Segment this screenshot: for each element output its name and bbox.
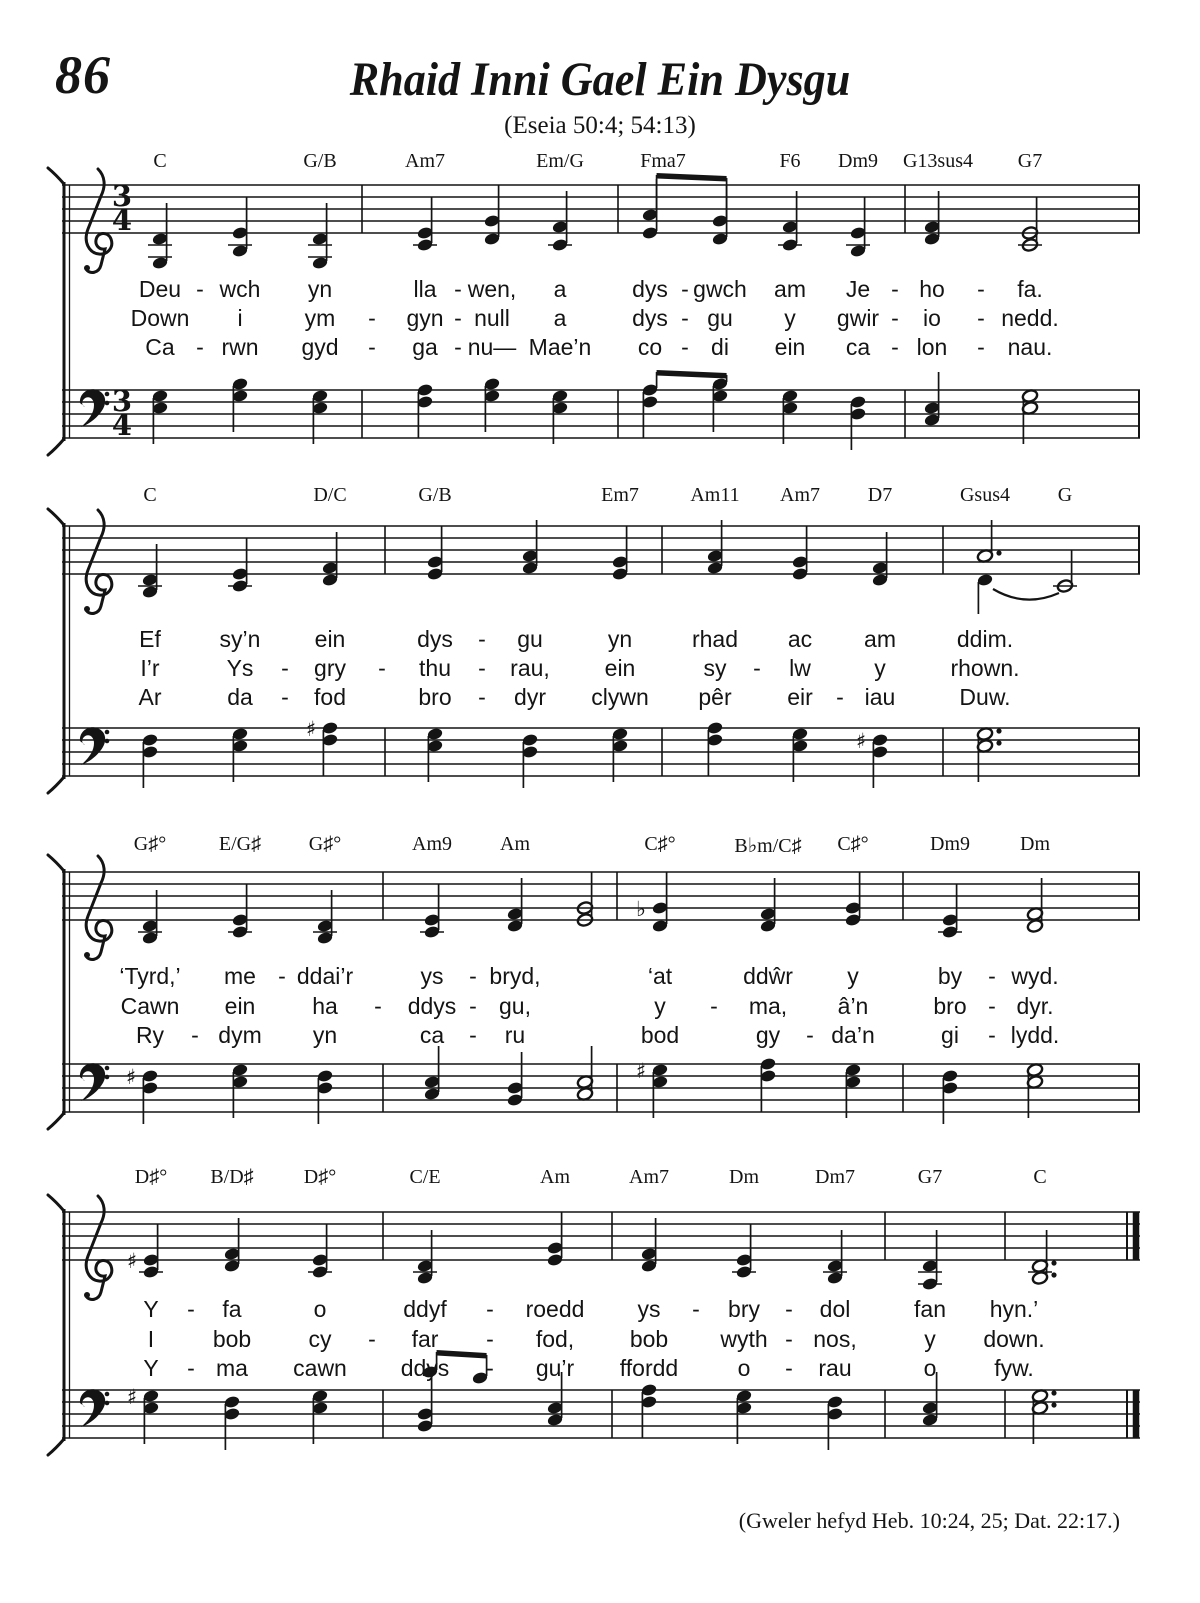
lyric-syllable: Duw. xyxy=(959,684,1011,710)
lyric-syllable: ein xyxy=(774,334,806,360)
lyric-hyphen: - xyxy=(378,655,386,681)
lyric-syllable: rhad xyxy=(691,626,739,652)
lyric-syllable: gu xyxy=(517,626,543,652)
lyric-syllable: gwir xyxy=(836,305,880,331)
chord-label: Em7 xyxy=(601,484,639,506)
chord-label: Am7 xyxy=(780,484,820,506)
lyric-syllable: Cawn xyxy=(120,993,180,1019)
lyric-hyphen: - xyxy=(368,334,376,360)
lyric-syllable: cawn xyxy=(293,1355,347,1381)
lyric-syllable: hyn.’ xyxy=(989,1296,1039,1322)
lyric-syllable: Ar xyxy=(138,684,162,710)
lyric-hyphen: - xyxy=(753,655,761,681)
chord-label: G7 xyxy=(1017,150,1043,172)
lyric-syllable: bob xyxy=(629,1326,669,1352)
svg-text:3: 3 xyxy=(111,384,133,418)
lyric-syllable: o xyxy=(923,1355,937,1381)
chord-label: Am9 xyxy=(412,833,452,855)
lyric-syllable: Ry xyxy=(135,1022,165,1048)
lyric-syllable: sy xyxy=(703,655,727,681)
chord-label: C xyxy=(1033,1166,1047,1188)
chord-label: C xyxy=(153,150,167,172)
lyric-syllable: wyth xyxy=(720,1326,768,1352)
lyric-syllable: gry xyxy=(314,655,346,681)
lyric-syllable: io xyxy=(923,305,941,331)
lyric-hyphen: - xyxy=(478,655,486,681)
lyric-syllable: ca xyxy=(419,1022,445,1048)
lyric-syllable: rhown. xyxy=(950,655,1020,681)
svg-text:♯: ♯ xyxy=(126,1065,137,1089)
lyric-hyphen: - xyxy=(191,1022,199,1048)
lyric-syllable: gi xyxy=(941,1022,959,1048)
lyric-syllable: thu xyxy=(419,655,451,681)
song-title: Rhaid Inni Gael Ein Dysgu xyxy=(349,53,851,106)
lyric-syllable: bob xyxy=(212,1326,252,1352)
lyric-syllable: di xyxy=(711,334,729,360)
lyric-hyphen: - xyxy=(785,1296,793,1322)
lyric-hyphen: - xyxy=(454,334,462,360)
lyric-hyphen: - xyxy=(988,1022,996,1048)
lyric-hyphen: - xyxy=(187,1355,195,1381)
lyric-syllable: Y xyxy=(143,1296,159,1322)
lyric-syllable: Ys xyxy=(226,655,254,681)
lyric-syllable: dys xyxy=(632,305,668,331)
svg-text:♯: ♯ xyxy=(127,1249,138,1273)
lyric-syllable: Ef xyxy=(139,626,161,652)
lyric-hyphen: - xyxy=(891,276,899,302)
lyric-hyphen: - xyxy=(785,1326,793,1352)
lyric-syllable: ddim. xyxy=(956,626,1014,652)
lyric-hyphen: - xyxy=(469,993,477,1019)
lyric-hyphen: - xyxy=(891,334,899,360)
lyric-syllable: ma, xyxy=(748,993,788,1019)
lyric-syllable: ys xyxy=(420,963,444,989)
lyric-syllable: ein xyxy=(604,655,636,681)
lyric-hyphen: - xyxy=(478,626,486,652)
chord-label: C♯° xyxy=(644,833,676,855)
lyric-hyphen: - xyxy=(988,963,996,989)
lyric-syllable: ga xyxy=(412,334,438,360)
lyric-hyphen: - xyxy=(278,963,286,989)
lyric-syllable: gy xyxy=(755,1022,781,1048)
lyric-syllable: bro xyxy=(933,993,967,1019)
lyric-hyphen: - xyxy=(836,684,844,710)
lyric-syllable: rau xyxy=(818,1355,852,1381)
lyric-syllable: am xyxy=(864,626,896,652)
lyric-syllable: Je xyxy=(845,276,871,302)
chord-label: Dm7 xyxy=(815,1166,855,1188)
chord-label: B/D♯ xyxy=(210,1166,254,1188)
lyric-syllable: Y xyxy=(143,1355,159,1381)
lyric-syllable: dol xyxy=(819,1296,851,1322)
lyric-syllable: Ca xyxy=(145,334,175,360)
lyric-syllable: ru xyxy=(504,1022,526,1048)
lyric-syllable: y xyxy=(784,305,796,331)
lyric-hyphen: - xyxy=(710,993,718,1019)
chord-label: Dm9 xyxy=(838,150,878,172)
chord-label: C xyxy=(143,484,157,506)
lyric-syllable: y xyxy=(654,993,666,1019)
chord-label: Dm xyxy=(1020,833,1050,855)
lyric-hyphen: - xyxy=(785,1355,793,1381)
lyric-syllable: yn xyxy=(607,626,633,652)
lyric-syllable: â’n xyxy=(837,993,869,1019)
lyric-syllable: dym xyxy=(218,1022,262,1048)
lyric-syllable: ddŵr xyxy=(743,963,793,989)
lyric-hyphen: - xyxy=(368,1326,376,1352)
lyric-syllable: ddys xyxy=(407,993,457,1019)
lyric-syllable: dyr xyxy=(514,684,546,710)
lyric-syllable: I xyxy=(147,1326,155,1352)
lyric-syllable: wyd. xyxy=(1011,963,1059,989)
chord-label: D/C xyxy=(313,484,347,506)
lyric-syllable: gyd xyxy=(301,334,339,360)
lyric-syllable: ym xyxy=(304,305,336,331)
lyric-hyphen: - xyxy=(478,684,486,710)
lyric-hyphen: - xyxy=(977,334,985,360)
lyric-syllable: ys xyxy=(637,1296,661,1322)
lyric-syllable: ‘at xyxy=(647,963,673,989)
lyric-syllable: pêr xyxy=(698,684,732,710)
chord-label: E/G♯ xyxy=(218,833,262,855)
lyric-syllable: gyn xyxy=(406,305,444,331)
lyric-syllable: I’r xyxy=(140,655,160,681)
lyric-syllable: co xyxy=(637,334,663,360)
lyric-syllable: gu xyxy=(707,305,733,331)
lyric-hyphen: - xyxy=(681,305,689,331)
lyric-syllable: clywn xyxy=(591,684,649,710)
lyric-syllable: ein xyxy=(314,626,346,652)
lyric-syllable: bry xyxy=(728,1296,760,1322)
lyric-syllable: ha xyxy=(312,993,338,1019)
lyric-syllable: bro xyxy=(418,684,452,710)
lyric-syllable: ddai’r xyxy=(296,963,354,989)
lyric-syllable: o xyxy=(737,1355,751,1381)
lyric-hyphen: - xyxy=(486,1355,494,1381)
chord-label: B♭m/C♯ xyxy=(734,835,802,857)
lyric-syllable: nu— xyxy=(467,334,517,360)
lyric-hyphen: - xyxy=(486,1296,494,1322)
lyric-syllable: iau xyxy=(864,684,896,710)
chord-label: G7 xyxy=(917,1166,943,1188)
lyric-hyphen: - xyxy=(281,655,289,681)
lyric-syllable: ma xyxy=(216,1355,248,1381)
lyric-syllable: yn xyxy=(307,276,333,302)
lyric-syllable: lla xyxy=(413,276,437,302)
lyric-hyphen: - xyxy=(988,993,996,1019)
lyric-syllable: da xyxy=(227,684,253,710)
lyric-hyphen: - xyxy=(368,305,376,331)
lyric-syllable: sy’n xyxy=(219,626,261,652)
lyric-syllable: wen, xyxy=(467,276,517,302)
lyric-syllable: gu, xyxy=(499,993,531,1019)
lyric-syllable: gu’r xyxy=(535,1355,575,1381)
svg-text:♭: ♭ xyxy=(636,897,646,921)
lyric-syllable: a xyxy=(553,276,567,302)
lyric-syllable: gwch xyxy=(693,276,747,302)
lyric-syllable: y xyxy=(874,655,886,681)
lyric-syllable: ‘Tyrd,’ xyxy=(119,963,181,989)
chord-label: Am7 xyxy=(405,150,445,172)
chord-label: D♯° xyxy=(303,1166,337,1188)
lyric-syllable: fod, xyxy=(535,1326,575,1352)
lyric-syllable: ddys xyxy=(400,1355,450,1381)
chord-label: Am11 xyxy=(690,484,740,506)
svg-text:♯: ♯ xyxy=(306,717,317,741)
lyric-syllable: yn xyxy=(312,1022,338,1048)
lyric-hyphen: - xyxy=(977,276,985,302)
chord-label: G♯° xyxy=(133,833,167,855)
lyric-syllable: rwn xyxy=(221,334,259,360)
lyric-syllable: far xyxy=(411,1326,439,1352)
lyric-syllable: bryd, xyxy=(489,963,541,989)
lyric-syllable: Down xyxy=(130,305,190,331)
lyric-syllable: roedd xyxy=(525,1296,585,1322)
chord-label: G♯° xyxy=(308,833,342,855)
lyric-hyphen: - xyxy=(486,1326,494,1352)
lyric-syllable: dys xyxy=(632,276,668,302)
lyric-syllable: fan xyxy=(914,1296,946,1322)
footnote-reference: (Gweler hefyd Heb. 10:24, 25; Dat. 22:17.) xyxy=(738,1508,1120,1533)
lyric-syllable: bod xyxy=(640,1022,680,1048)
lyric-syllable: fyw. xyxy=(994,1355,1034,1381)
lyric-syllable: fa xyxy=(222,1296,242,1322)
lyric-syllable: y xyxy=(847,963,859,989)
lyric-syllable: fa. xyxy=(1017,276,1043,302)
lyric-syllable: lw xyxy=(789,655,811,681)
lyric-hyphen: - xyxy=(281,684,289,710)
chord-label: G/B xyxy=(303,150,337,172)
svg-text:♯: ♯ xyxy=(636,1059,647,1083)
lyric-hyphen: - xyxy=(977,305,985,331)
lyric-hyphen: - xyxy=(187,1296,195,1322)
svg-text:♯: ♯ xyxy=(856,729,867,753)
lyric-syllable: rau, xyxy=(510,655,550,681)
lyric-syllable: nau. xyxy=(1007,334,1053,360)
lyric-syllable: by xyxy=(937,963,963,989)
chord-label: Gsus4 xyxy=(959,484,1011,506)
lyric-syllable: ein xyxy=(224,993,256,1019)
lyric-hyphen: - xyxy=(806,1022,814,1048)
svg-text:3: 3 xyxy=(111,179,133,213)
chord-label: Dm xyxy=(729,1166,759,1188)
lyric-syllable: lon xyxy=(916,334,948,360)
chord-label: Am xyxy=(500,833,530,855)
lyric-syllable: dyr. xyxy=(1016,993,1054,1019)
lyric-hyphen: - xyxy=(469,963,477,989)
chord-label: D♯° xyxy=(134,1166,168,1188)
svg-text:4: 4 xyxy=(111,408,133,442)
lyric-syllable: o xyxy=(313,1296,327,1322)
lyric-syllable: Deu xyxy=(138,276,182,302)
lyric-hyphen: - xyxy=(196,276,204,302)
lyric-hyphen: - xyxy=(454,276,462,302)
lyric-syllable: ho xyxy=(919,276,945,302)
chord-label: G13sus4 xyxy=(902,150,974,172)
lyric-hyphen: - xyxy=(196,334,204,360)
lyric-hyphen: - xyxy=(692,1296,700,1322)
chord-label: Dm9 xyxy=(930,833,970,855)
lyric-syllable: ddyf xyxy=(403,1296,447,1322)
song-number: 86 xyxy=(55,45,111,105)
chord-label: Am7 xyxy=(629,1166,669,1188)
lyric-hyphen: - xyxy=(681,276,689,302)
lyric-hyphen: - xyxy=(891,305,899,331)
lyric-hyphen: - xyxy=(454,305,462,331)
lyric-syllable: am xyxy=(774,276,806,302)
lyric-syllable: cy xyxy=(308,1326,332,1352)
lyric-hyphen: - xyxy=(681,334,689,360)
lyric-syllable: a xyxy=(553,305,567,331)
lyric-syllable: Mae’n xyxy=(528,334,592,360)
lyric-syllable: fod xyxy=(314,684,346,710)
lyric-syllable: nedd. xyxy=(1001,305,1059,331)
scripture-reference: (Eseia 50:4; 54:13) xyxy=(504,112,696,139)
chord-label: D7 xyxy=(867,484,893,506)
lyric-syllable: eir xyxy=(787,684,813,710)
chord-label: Em/G xyxy=(536,150,584,172)
lyric-syllable: y xyxy=(924,1326,936,1352)
lyric-syllable: ca xyxy=(845,334,871,360)
svg-text:♯: ♯ xyxy=(127,1385,138,1409)
lyric-syllable: me xyxy=(224,963,256,989)
chord-label: G/B xyxy=(418,484,452,506)
chord-label: Fma7 xyxy=(640,150,686,172)
chord-label: C♯° xyxy=(837,833,869,855)
lyric-hyphen: - xyxy=(469,1022,477,1048)
lyric-syllable: lydd. xyxy=(1010,1022,1060,1048)
chord-label: Am xyxy=(540,1166,570,1188)
svg-text:4: 4 xyxy=(111,203,133,237)
lyric-syllable: down. xyxy=(983,1326,1045,1352)
lyric-syllable: dys xyxy=(417,626,453,652)
lyric-syllable: wch xyxy=(219,276,261,302)
lyric-syllable: nos, xyxy=(813,1326,857,1352)
lyric-syllable: ac xyxy=(787,626,813,652)
lyric-hyphen: - xyxy=(374,993,382,1019)
lyric-syllable: da’n xyxy=(831,1022,875,1048)
chord-label: F6 xyxy=(779,150,801,172)
chord-label: C/E xyxy=(409,1166,441,1188)
lyric-syllable: null xyxy=(474,305,510,331)
chord-label: G xyxy=(1057,484,1073,506)
lyric-syllable: ffordd xyxy=(619,1355,679,1381)
lyric-syllable: i xyxy=(237,305,243,331)
